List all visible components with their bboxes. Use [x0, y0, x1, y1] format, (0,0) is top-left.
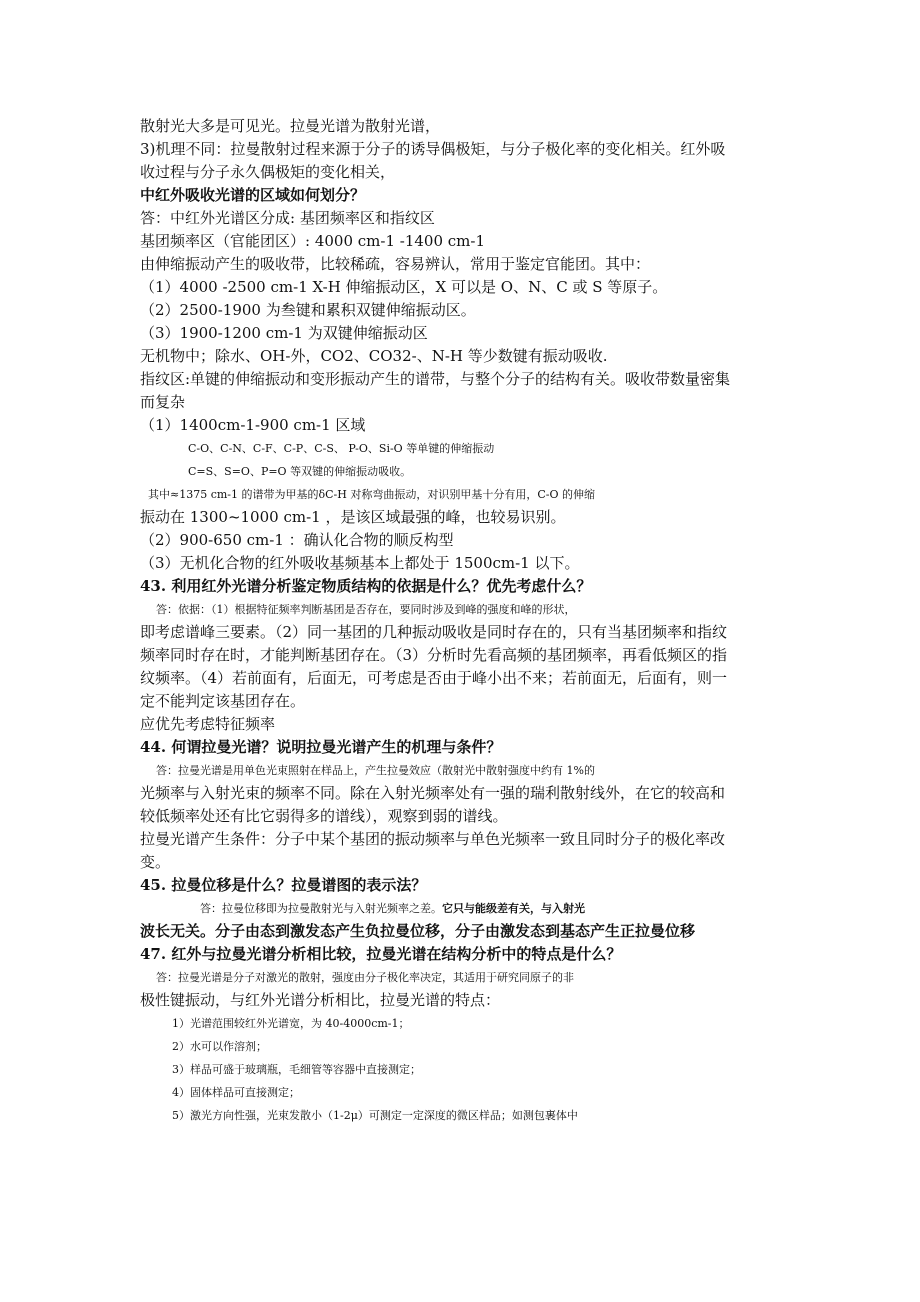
text-line: （3）1900-1200 cm-1 为双键伸缩振动区: [140, 324, 428, 342]
text-line: 极性键振动，与红外光谱分析相比，拉曼光谱的特点：: [140, 991, 501, 1009]
text-line: （2）2500-1900 为叁键和累积双键伸缩振动区。: [140, 301, 476, 319]
text-line: 其中≈1375 cm-1 的谱带为甲基的δC-H 对称弯曲振动，对识别甲基十分有用，C-O 的伸缩: [148, 488, 596, 501]
text-line: 答：中红外光谱区分成: 基团频率区和指纹区: [140, 209, 435, 227]
list-item: 5）激光方向性强，光束发散小（1-2μ）可测定一定深度的微区样品；如测包裹体中: [172, 1109, 578, 1122]
question-heading: 44. 何谓拉曼光谱？说明拉曼光谱产生的机理与条件？: [140, 738, 502, 756]
text-line: 散射光大多是可见光。拉曼光谱为散射光谱，: [140, 117, 441, 135]
list-item: 4）固体样品可直接测定；: [172, 1086, 300, 1099]
question-heading: 中红外吸收光谱的区域如何划分？: [140, 186, 366, 204]
text-line: 波长无关。分子由态到激发态产生负拉曼位移，分子由激发态到基态产生正拉曼位移: [140, 922, 696, 940]
text-line: C-O、C-N、C-F、C-P、C-S、 P-O、Si-O 等单键的伸缩振动: [188, 442, 495, 455]
question-heading: 45. 拉曼位移是什么？拉曼谱图的表示法？: [140, 876, 427, 894]
text-line: 较低频率处还有比它弱得多的谱线），观察到弱的谱线。: [140, 807, 508, 825]
text-line: 纹频率。（4）若前面有，后面无，可考虑是否由于峰小出不来；若前面无，后面有，则一: [140, 669, 728, 687]
text-line: 定不能判定该基团存在。: [140, 692, 306, 710]
text-line: 指纹区:单键的伸缩振动和变形振动产生的谱带，与整个分子的结构有关。吸收带数量密集: [140, 370, 731, 388]
text-line: 振动在 1300~1000 cm-1 ，是该区域最强的峰，也较易识别。: [140, 508, 566, 526]
list-item: 3）样品可盛于玻璃瓶，毛细管等容器中直接测定；: [172, 1063, 421, 1076]
text-line: 拉曼光谱产生条件：分子中某个基团的振动频率与单色光频率一致且同时分子的极化率改: [140, 830, 726, 848]
text-line: 应优先考虑特征频率: [140, 715, 276, 733]
text-line: 基团频率区（官能团区）: 4000 cm-1 -1400 cm-1: [140, 232, 486, 250]
text-line: 答：依据：（1）根据特征频率判断基团是否存在，要同时涉及到峰的强度和峰的形状，: [156, 603, 576, 616]
bold-text-span: 它只与能级差有关，与入射光: [442, 902, 585, 915]
text-line: 即考虑谱峰三要素。（2）同一基团的几种振动吸收是同时存在的，只有当基团频率和指纹: [140, 623, 728, 641]
text-line: （3）无机化合物的红外吸收基频基本上都处于 1500cm-1 以下。: [140, 554, 580, 572]
text-line: 无机物中；除水、OH-外，CO2、CO32-、N-H 等少数键有振动吸收.: [140, 347, 608, 365]
text-line: 由伸缩振动产生的吸收带，比较稀疏，容易辨认，常用于鉴定官能团。其中：: [140, 255, 651, 273]
text-line: [200, 897, 860, 920]
text-line: 答：拉曼光谱是分子对激光的散射，强度由分子极化率决定，其适用于研究同原子的非: [156, 971, 574, 984]
text-line: 光频率与入射光束的频率不同。除在入射光频率处有一强的瑞利散射线外，在它的较高和: [140, 784, 726, 802]
text-line: 而复杂: [140, 393, 186, 411]
text-line: C=S、S=O、P=O 等双键的伸缩振动吸收。: [188, 465, 412, 478]
text-line: （2）900-650 cm-1 ：确认化合物的顺反构型: [140, 531, 454, 549]
text-line: （1）4000 -2500 cm-1 X-H 伸缩振动区，X 可以是 O、N、C 或 S 等原子。: [140, 278, 668, 296]
text-line: 变。: [140, 853, 171, 871]
text-line: 答：拉曼光谱是用单色光束照射在样品上，产生拉曼效应（散射光中散射强度中约有 1%的: [156, 764, 595, 777]
question-heading: 43. 利用红外光谱分析鉴定物质结构的依据是什么？优先考虑什么？: [140, 577, 592, 595]
question-heading: 47. 红外与拉曼光谱分析相比较，拉曼光谱在结构分析中的特点是什么？: [140, 945, 622, 963]
text-line: 3)机理不同：拉曼散射过程来源于分子的诱导偶极矩，与分子极化率的变化相关。红外吸: [140, 140, 726, 158]
text-span: 答：拉曼位移即为拉曼散射光与入射光频率之差。: [200, 902, 442, 915]
text-line: 收过程与分子永久偶极矩的变化相关，: [140, 163, 396, 181]
text-line: （1）1400cm-1-900 cm-1 区域: [140, 416, 366, 434]
list-item: 2）水可以作溶剂；: [172, 1040, 267, 1053]
text-line: 频率同时存在时，才能判断基团存在。（3）分析时先看高频的基团频率，再看低频区的指: [140, 646, 728, 664]
list-item: 1）光谱范围较红外光谱宽，为 40-4000cm-1；: [172, 1017, 410, 1030]
